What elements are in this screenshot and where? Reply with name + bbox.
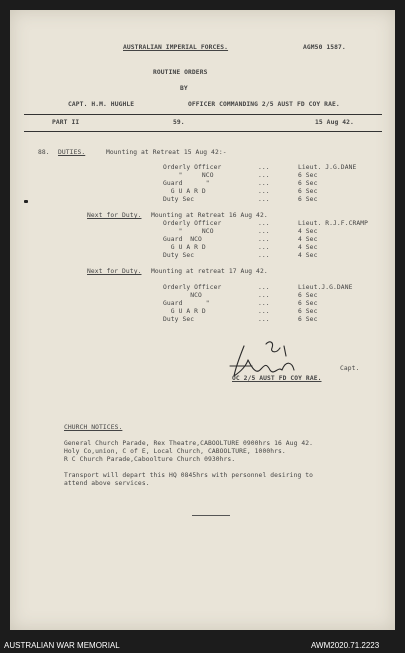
roster-role: G U A R D: [163, 308, 206, 315]
mounting-line: Mounting at Retreat 16 Aug 42.: [151, 212, 268, 219]
mounting-line: Mounting at retreat 17 Aug 42.: [151, 268, 268, 275]
roster-dots: ...: [258, 196, 270, 203]
roster-role: Duty Sec: [163, 252, 195, 259]
org-heading: AUSTRALIAN IMPERIAL FORCES.: [123, 44, 229, 51]
roster-dots: ...: [258, 308, 270, 315]
next-for-duty-label: Next for Duty.: [87, 268, 142, 275]
signature-block: OC 2/5 AUST FD COY RAE.: [232, 375, 322, 382]
roster-dots: ...: [258, 292, 270, 299]
officer-commanding: OFFICER COMMANDING 2/5 AUST FD COY RAE.: [188, 101, 340, 108]
roster-assignee: Lieut. J.G.DANE: [298, 164, 357, 171]
roster-dots: ...: [258, 244, 270, 251]
roster-role: " NCO: [163, 172, 214, 179]
roster-assignee: 6 Sec: [298, 188, 318, 195]
roster-assignee: 6 Sec: [298, 180, 318, 187]
order-date: 15 Aug 42.: [315, 119, 354, 126]
next-for-duty-label: Next for Duty.: [87, 212, 142, 219]
roster-dots: ...: [258, 228, 270, 235]
captain-name: CAPT. H.M. HUGHLE: [68, 101, 135, 108]
roster-assignee: 4 Sec: [298, 252, 318, 259]
roster-assignee: 6 Sec: [298, 316, 318, 323]
document-title: ROUTINE ORDERS: [153, 69, 208, 76]
archive-footer: [0, 638, 405, 653]
part-label: PART II: [52, 119, 80, 126]
footer-accession-number: AWM2020.71.2223: [311, 641, 380, 650]
roster-role: Guard ": [163, 180, 210, 187]
roster-role: Duty Sec: [163, 196, 195, 203]
mounting-line: Mounting at Retreat 15 Aug 42:-: [106, 149, 227, 156]
roster-dots: ...: [258, 236, 270, 243]
duties-heading: DUTIES.: [58, 149, 86, 156]
roster-dots: ...: [258, 316, 270, 323]
roster-assignee: 6 Sec: [298, 196, 318, 203]
church-line: attend above services.: [64, 480, 150, 487]
signature-rank: Capt.: [340, 365, 360, 372]
header-rule-bottom: [24, 131, 382, 132]
document-page: [10, 10, 395, 630]
paragraph-number: 88.: [38, 149, 50, 156]
roster-assignee: Lieut.J.G.DANE: [298, 284, 353, 291]
roster-role: Duty Sec: [163, 316, 195, 323]
roster-role: Orderly Officer: [163, 164, 222, 171]
roster-role: Guard ": [163, 300, 210, 307]
roster-assignee: 6 Sec: [298, 292, 318, 299]
roster-role: Orderly Officer: [163, 284, 222, 291]
order-number: 59.: [173, 119, 185, 126]
church-line: General Church Parade, Rex Theatre,CABOOLTURE 0900hrs 16 Aug 42.: [64, 440, 314, 447]
punch-hole: [24, 200, 28, 203]
church-notices-heading: CHURCH NOTICES.: [64, 424, 123, 431]
church-line: Transport will depart this HQ 0845hrs with personnel desiring to: [64, 472, 314, 479]
roster-assignee: 6 Sec: [298, 172, 318, 179]
church-line: R C Church Parade,Caboolture Church 0930hrs.: [64, 456, 236, 463]
roster-assignee: 6 Sec: [298, 300, 318, 307]
by-label: BY: [180, 85, 188, 92]
roster-assignee: 4 Sec: [298, 228, 318, 235]
roster-assignee: 6 Sec: [298, 308, 318, 315]
end-rule: [192, 515, 230, 516]
header-rule-top: [24, 114, 382, 115]
roster-dots: ...: [258, 252, 270, 259]
roster-assignee: Lieut. R.J.F.CRAMP: [298, 220, 369, 227]
roster-role: Guard NCO: [163, 236, 202, 243]
roster-dots: ...: [258, 164, 270, 171]
roster-dots: ...: [258, 188, 270, 195]
roster-role: G U A R D: [163, 244, 206, 251]
roster-role: G U A R D: [163, 188, 206, 195]
roster-role: " NCO: [163, 228, 214, 235]
roster-dots: ...: [258, 172, 270, 179]
roster-dots: ...: [258, 180, 270, 187]
roster-assignee: 4 Sec: [298, 236, 318, 243]
footer-institution: AUSTRALIAN WAR MEMORIAL: [4, 641, 120, 650]
reference-number: AGM50 1587.: [303, 44, 346, 51]
roster-assignee: 4 Sec: [298, 244, 318, 251]
roster-dots: ...: [258, 300, 270, 307]
roster-role: NCO: [163, 292, 202, 299]
roster-dots: ...: [258, 284, 270, 291]
roster-dots: ...: [258, 220, 270, 227]
church-line: Holy Co,union, C of E, Local Church, CABOOLTURE, 1000hrs.: [64, 448, 286, 455]
roster-role: Orderly Officer: [163, 220, 222, 227]
